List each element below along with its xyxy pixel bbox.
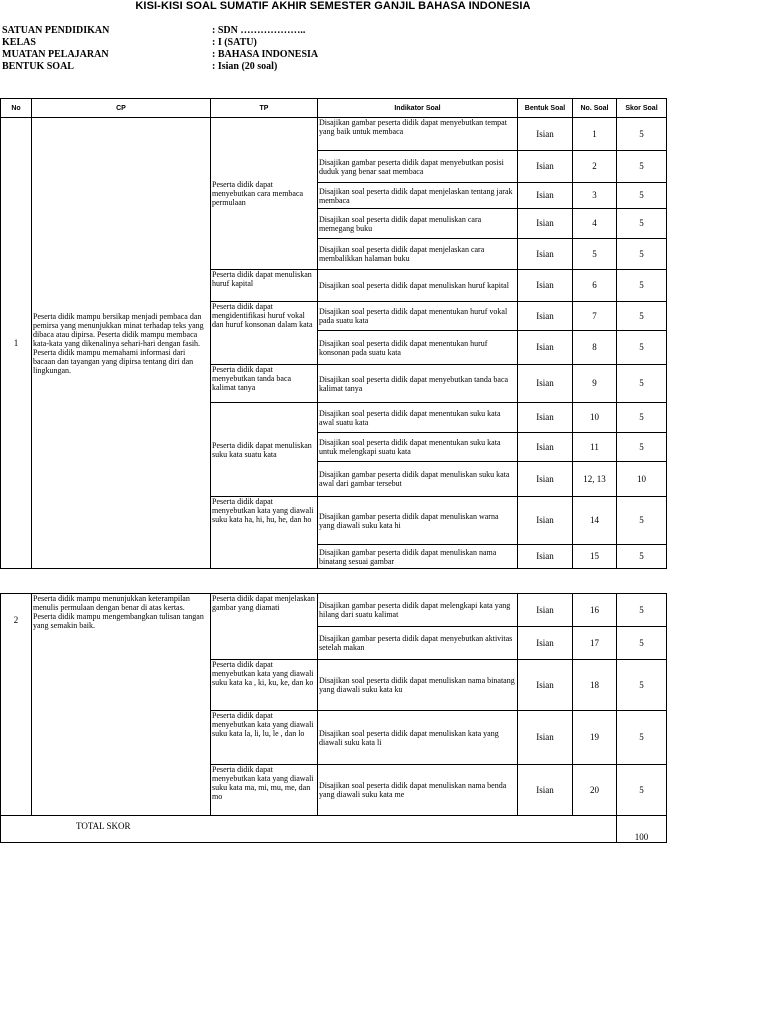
no-soal-cell: 20 [573, 765, 617, 816]
indikator-cell: Disajikan gambar peserta didik dapat menuliskan nama binatang sesuai gambar [318, 545, 518, 569]
indikator-cell: Disajikan soal peserta didik dapat menuliskan nama benda yang diawali suku kata me [318, 765, 518, 816]
bentuk-cell: Isian [518, 209, 573, 239]
skor-cell: 5 [617, 545, 667, 569]
kisi-kisi-table-part-2 [0, 593, 667, 843]
total-value: 100 [617, 816, 667, 843]
indikator-cell: Disajikan soal peserta didik dapat menuliskan kata yang diawali suku kata li [318, 711, 518, 765]
table-row [1, 594, 667, 627]
indikator-cell: Disajikan soal peserta didik dapat menentukan suku kata awal suatu kata [318, 403, 518, 433]
no-soal-cell: 12, 13 [573, 462, 617, 497]
meta-value: : BAHASA INDONESIA [212, 49, 319, 60]
tp-text: Peserta didik dapat menyebutkan cara membaca permulaan [211, 118, 318, 270]
bentuk-cell: Isian [518, 151, 573, 183]
header-skor: Skor Soal [617, 99, 667, 118]
no-soal-cell: 6 [573, 270, 617, 302]
bentuk-cell: Isian [518, 239, 573, 270]
total-row [1, 816, 667, 843]
cp-text: Peserta didik mampu bersikap menjadi pembaca dan pemirsa yang menunjukkan minat terhadap teks yang dibaca atau dipirsa. Peserta didik mampu membaca kata-kata yang dikenalinya sehari-hari dengan fasih. Peserta didik mampu memahami informasi dari bacaan dan tayangan yang dipirsa tentang diri dan lingkungan. [32, 118, 211, 569]
meta-value: : Isian (20 soal) [212, 61, 278, 72]
skor-cell: 5 [617, 433, 667, 462]
no-soal-cell: 8 [573, 331, 617, 365]
bentuk-cell: Isian [518, 183, 573, 209]
indikator-cell: Disajikan soal peserta didik dapat menjelaskan tentang jarak membaca [318, 183, 518, 209]
kisi-kisi-table-part-1 [0, 98, 667, 569]
section-number: 2 [1, 594, 32, 816]
tp-text: Peserta didik dapat menyebutkan kata yang diawali suku kata ha, hi, hu, he, dan ho [211, 497, 318, 569]
total-label: TOTAL SKOR [1, 816, 617, 843]
tp-text: Peserta didik dapat menyebutkan kata yang diawali suku kata ka , ki, ku, ke, dan ko [211, 660, 318, 711]
no-soal-cell: 10 [573, 403, 617, 433]
bentuk-cell: Isian [518, 594, 573, 627]
indikator-cell: Disajikan gambar peserta didik dapat menuliskan suku kata awal dari gambar tersebut [318, 462, 518, 497]
bentuk-cell: Isian [518, 765, 573, 816]
tp-text: Peserta didik dapat menuliskan suku kata suatu kata [211, 403, 318, 497]
skor-cell: 5 [617, 594, 667, 627]
indikator-cell: Disajikan soal peserta didik dapat menuliskan cara memegang buku [318, 209, 518, 239]
bentuk-cell: Isian [518, 270, 573, 302]
no-soal-cell: 16 [573, 594, 617, 627]
skor-cell: 5 [617, 183, 667, 209]
indikator-cell: Disajikan soal peserta didik dapat menuliskan huruf kapital [318, 270, 518, 302]
indikator-cell: Disajikan gambar peserta didik dapat menyebutkan posisi duduk yang benar saat membaca [318, 151, 518, 183]
indikator-cell: Disajikan gambar peserta didik dapat menyebutkan tempat yang baik untuk membaca [318, 118, 518, 151]
indikator-cell: Disajikan gambar peserta didik dapat menyebutkan aktivitas setelah makan [318, 627, 518, 660]
indikator-cell: Disajikan soal peserta didik dapat menyebutkan tanda baca kalimat tanya [318, 365, 518, 403]
tp-text: Peserta didik dapat menyebutkan tanda baca kalimat tanya [211, 365, 318, 403]
no-soal-cell: 7 [573, 302, 617, 331]
skor-cell: 5 [617, 497, 667, 545]
tp-text: Peserta didik dapat menjelaskan gambar yang diamati [211, 594, 318, 660]
skor-cell: 5 [617, 711, 667, 765]
indikator-cell: Disajikan soal peserta didik dapat menentukan huruf konsonan pada suatu kata [318, 331, 518, 365]
no-soal-cell: 3 [573, 183, 617, 209]
no-soal-cell: 9 [573, 365, 617, 403]
indikator-cell: Disajikan soal peserta didik dapat menuliskan nama binatang yang diawali suku kata ku [318, 660, 518, 711]
meta-key: KELAS [2, 37, 36, 48]
meta-key: BENTUK SOAL [2, 61, 74, 72]
no-soal-cell: 15 [573, 545, 617, 569]
indikator-cell: Disajikan gambar peserta didik dapat menuliskan warna yang diawali suku kata hi [318, 497, 518, 545]
indikator-cell: Disajikan gambar peserta didik dapat melengkapi kata yang hilang dari suatu kalimat [318, 594, 518, 627]
skor-cell: 5 [617, 403, 667, 433]
indikator-cell: Disajikan soal peserta didik dapat menentukan huruf vokal pada suatu kata [318, 302, 518, 331]
skor-cell: 5 [617, 118, 667, 151]
skor-cell: 5 [617, 239, 667, 270]
header-no-soal: No. Soal [573, 99, 617, 118]
no-soal-cell: 4 [573, 209, 617, 239]
document-title: KISI-KISI SOAL SUMATIF AKHIR SEMESTER GANJIL BAHASA INDONESIA [135, 0, 531, 12]
skor-cell: 5 [617, 660, 667, 711]
bentuk-cell: Isian [518, 660, 573, 711]
skor-cell: 5 [617, 765, 667, 816]
bentuk-cell: Isian [518, 462, 573, 497]
bentuk-cell: Isian [518, 331, 573, 365]
bentuk-cell: Isian [518, 302, 573, 331]
header-cp: CP [32, 99, 211, 118]
skor-cell: 5 [617, 365, 667, 403]
no-soal-cell: 11 [573, 433, 617, 462]
cp-text: Peserta didik mampu menunjukkan keterampilan menulis permulaan dengan benar di atas kertas. Peserta didik mampu mengembangkan tulisan tangan yang semakin baik. [32, 594, 211, 816]
meta-key: MUATAN PELAJARAN [2, 49, 109, 60]
no-soal-cell: 19 [573, 711, 617, 765]
indikator-cell: Disajikan soal peserta didik dapat menentukan suku kata untuk melengkapi suatu kata [318, 433, 518, 462]
bentuk-cell: Isian [518, 118, 573, 151]
bentuk-cell: Isian [518, 711, 573, 765]
header-bentuk: Bentuk Soal [518, 99, 573, 118]
table-header-row [1, 99, 667, 118]
skor-cell: 5 [617, 270, 667, 302]
bentuk-cell: Isian [518, 403, 573, 433]
header-indikator: Indikator Soal [318, 99, 518, 118]
no-soal-cell: 1 [573, 118, 617, 151]
skor-cell: 5 [617, 209, 667, 239]
tp-text: Peserta didik dapat menyebutkan kata yang diawali suku kata la, li, lu, le , dan lo [211, 711, 318, 765]
bentuk-cell: Isian [518, 627, 573, 660]
no-soal-cell: 5 [573, 239, 617, 270]
tp-text: Peserta didik dapat menyebutkan kata yang diawali suku kata ma, mi, mu, me, dan mo [211, 765, 318, 816]
no-soal-cell: 18 [573, 660, 617, 711]
meta-key: SATUAN PENDIDIKAN [2, 25, 110, 36]
indikator-cell: Disajikan soal peserta didik dapat menjelaskan cara membalikkan halaman buku [318, 239, 518, 270]
skor-cell: 5 [617, 627, 667, 660]
meta-value: : SDN ……………….. [212, 25, 306, 36]
bentuk-cell: Isian [518, 497, 573, 545]
skor-cell: 5 [617, 302, 667, 331]
meta-value: : I (SATU) [212, 37, 257, 48]
header-no: No [1, 99, 32, 118]
no-soal-cell: 14 [573, 497, 617, 545]
skor-cell: 10 [617, 462, 667, 497]
table-row [1, 118, 667, 151]
header-tp: TP [211, 99, 318, 118]
tp-text: Peserta didik dapat menuliskan huruf kapital [211, 270, 318, 302]
bentuk-cell: Isian [518, 545, 573, 569]
section-number: 1 [1, 118, 32, 569]
no-soal-cell: 17 [573, 627, 617, 660]
skor-cell: 5 [617, 331, 667, 365]
no-soal-cell: 2 [573, 151, 617, 183]
skor-cell: 5 [617, 151, 667, 183]
bentuk-cell: Isian [518, 365, 573, 403]
bentuk-cell: Isian [518, 433, 573, 462]
tp-text: Peserta didik dapat mengidentifikasi huruf vokal dan huruf konsonan dalam kata [211, 302, 318, 365]
